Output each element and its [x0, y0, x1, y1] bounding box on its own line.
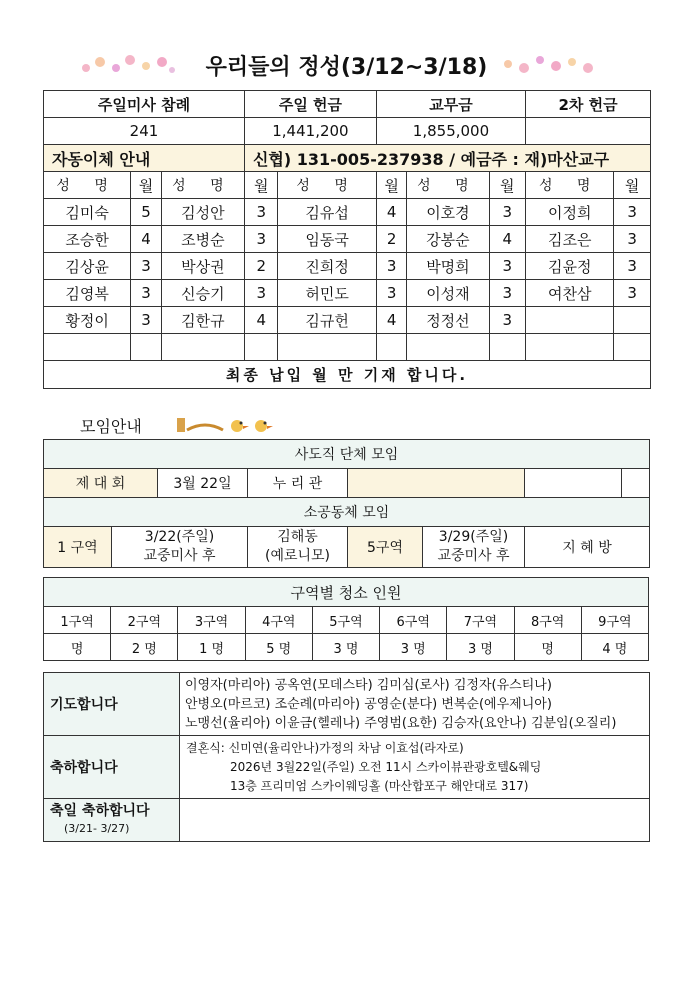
- apostolate-place: 누 리 관: [248, 469, 348, 498]
- payer-row: [44, 253, 651, 280]
- payer-name: 이성재: [407, 280, 489, 307]
- prayer-line: 노맹선(율리아) 이윤금(헬레나) 주영범(요한) 김승자(요안나) 김분임(오질리): [185, 715, 617, 731]
- payer-name: [44, 334, 131, 361]
- birds-decoration-icon: [175, 414, 275, 436]
- payer-name: [526, 307, 614, 334]
- payer-name: [278, 334, 376, 361]
- payer-month: 4: [376, 199, 406, 226]
- payer-name: 진희정: [278, 253, 376, 280]
- payer-row: [44, 226, 651, 253]
- summary-header: 2차 헌금: [526, 91, 651, 118]
- payer-month: 4: [489, 226, 526, 253]
- payer-month: 3: [244, 226, 277, 253]
- community-place-line: 김해동: [277, 529, 318, 545]
- payer-month: 3: [614, 226, 651, 253]
- autopay-label: 자동이체 안내: [44, 145, 245, 172]
- payer-name: 정정선: [407, 307, 489, 334]
- payer-row-empty: [44, 334, 651, 361]
- cleaning-count: 4 명: [581, 634, 648, 661]
- payer-name: 김윤정: [526, 253, 614, 280]
- payer-name: 허민도: [278, 280, 376, 307]
- payer-name: 여찬삼: [526, 280, 614, 307]
- community-place: 지 혜 방: [525, 527, 650, 568]
- community-time: 교중미사 후: [437, 548, 510, 564]
- summary-header: 교무금: [376, 91, 525, 118]
- page-title: 우리들의 정성(3/12~3/18): [205, 55, 488, 80]
- payer-row: [44, 307, 651, 334]
- payer-month: [376, 334, 406, 361]
- congrats-text: [180, 736, 650, 799]
- summary-header: 주일미사 참례: [44, 91, 245, 118]
- cleaning-district: 1구역: [44, 607, 111, 634]
- payer-name: 김영복: [44, 280, 131, 307]
- cleaning-district: 6구역: [380, 607, 447, 634]
- community-when: [423, 527, 525, 568]
- payer-month: 2: [244, 253, 277, 280]
- cleaning-count: 1 명: [178, 634, 245, 661]
- payer-row: [44, 199, 651, 226]
- notice-text: 최종 납입 월 만 기재 합니다.: [44, 361, 651, 389]
- cleaning-district-row: [44, 607, 649, 634]
- payer-month: [614, 334, 651, 361]
- payer-month: [489, 334, 526, 361]
- community-district: 1 구역: [44, 527, 112, 568]
- payer-name: [161, 334, 244, 361]
- col-month-header: 월: [376, 172, 406, 199]
- payer-month: 2: [376, 226, 406, 253]
- payer-month: 3: [376, 253, 406, 280]
- payer-name: 김미숙: [44, 199, 131, 226]
- payer-name: 박상권: [161, 253, 244, 280]
- payer-month: 3: [131, 307, 161, 334]
- feast-range: (3/21- 3/27): [64, 822, 130, 835]
- meetings-label-text: 모임안내: [80, 417, 142, 436]
- col-month-header: 월: [614, 172, 651, 199]
- payer-name: 김한규: [161, 307, 244, 334]
- community-place: [248, 527, 348, 568]
- cleaning-count: 명: [44, 634, 111, 661]
- payer-name: 김유섭: [278, 199, 376, 226]
- offering-table: [43, 90, 651, 389]
- payer-row: [44, 280, 651, 307]
- col-month-header: 월: [244, 172, 277, 199]
- cleaning-district: 7구역: [447, 607, 514, 634]
- community-title: 소공동체 모임: [44, 498, 650, 527]
- feast-row: [44, 799, 650, 842]
- title-row: [0, 44, 693, 84]
- prayer-line: 안병오(마르코) 조순례(마리아) 공영순(분다) 변복순(에우제니아): [185, 696, 552, 712]
- col-month-header: 월: [489, 172, 526, 199]
- cleaning-district: 4구역: [245, 607, 312, 634]
- payer-name: 임동국: [278, 226, 376, 253]
- apostolate-empty: [525, 469, 622, 498]
- cleaning-count: 2 명: [111, 634, 178, 661]
- cleaning-count: 3 명: [312, 634, 379, 661]
- cleaning-count: 5 명: [245, 634, 312, 661]
- sunday-offering-value: 1,441,200: [244, 118, 376, 145]
- payer-name: [526, 334, 614, 361]
- payer-month: [131, 334, 161, 361]
- prayer-names: [180, 673, 650, 736]
- cleaning-table: [43, 577, 649, 661]
- payer-month: 5: [131, 199, 161, 226]
- cleaning-district: 2구역: [111, 607, 178, 634]
- col-name-header: 성 명: [526, 172, 614, 199]
- payer-month: [614, 307, 651, 334]
- payer-name: 조승한: [44, 226, 131, 253]
- apostolate-title: 사도직 단체 모임: [44, 440, 650, 469]
- col-name-header: 성 명: [407, 172, 489, 199]
- cleaning-district: 3구역: [178, 607, 245, 634]
- payer-name: [407, 334, 489, 361]
- col-name-header: 성 명: [161, 172, 244, 199]
- payer-month: 3: [131, 280, 161, 307]
- summary-header-row: [44, 91, 651, 118]
- parish-dues-value: 1,855,000: [376, 118, 525, 145]
- payer-month: 3: [244, 280, 277, 307]
- meetings-table: [43, 439, 650, 568]
- community-when: [112, 527, 248, 568]
- payer-month: 3: [131, 253, 161, 280]
- payer-name: 강봉순: [407, 226, 489, 253]
- cleaning-title: 구역별 청소 인원: [44, 578, 649, 607]
- payer-month: 3: [489, 280, 526, 307]
- attendance-value: 241: [44, 118, 245, 145]
- community-row: [44, 527, 650, 568]
- cleaning-count: 3 명: [447, 634, 514, 661]
- prayer-line: 이영자(마리아) 공옥연(모데스타) 김미심(로사) 김정자(유스티나): [185, 677, 552, 693]
- payer-month: 3: [489, 199, 526, 226]
- congrats-line: 13층 프리미엄 스카이웨딩홀 (마산합포구 해안대로 317): [230, 778, 529, 793]
- flower-decoration-right-icon: [500, 50, 600, 80]
- payer-name: 김성안: [161, 199, 244, 226]
- second-collection-value: [526, 118, 651, 145]
- payer-name: 김규헌: [278, 307, 376, 334]
- feast-label-cell: [44, 799, 180, 842]
- payer-name: 김상윤: [44, 253, 131, 280]
- payer-month: 3: [614, 280, 651, 307]
- payer-name: 조병순: [161, 226, 244, 253]
- apostolate-empty: [622, 469, 650, 498]
- summary-header: 주일 헌금: [244, 91, 376, 118]
- congrats-label: 축하합니다: [44, 736, 180, 799]
- col-name-header: 성 명: [44, 172, 131, 199]
- payer-month: 4: [376, 307, 406, 334]
- payer-month: 3: [489, 253, 526, 280]
- cleaning-count-row: [44, 634, 649, 661]
- summary-value-row: [44, 118, 651, 145]
- autopay-account: 신협) 131-005-237938 / 예금주 : 재)마산교구: [244, 145, 650, 172]
- meetings-label: [80, 414, 275, 437]
- community-time: 교중미사 후: [143, 548, 216, 564]
- feast-label: 축일 축하합니다: [50, 803, 150, 819]
- payer-name: 김조은: [526, 226, 614, 253]
- congrats-line: 2026년 3월22일(주일) 오전 11시 스카이뷰관광호텔&웨딩: [230, 759, 542, 774]
- payer-month: 4: [244, 307, 277, 334]
- prayer-label: 기도합니다: [44, 673, 180, 736]
- community-place-line: (예로니모): [264, 548, 331, 564]
- payer-name: 신승기: [161, 280, 244, 307]
- col-name-header: 성 명: [278, 172, 376, 199]
- cleaning-district: 9구역: [581, 607, 648, 634]
- prayer-row: [44, 673, 650, 736]
- notice-row: [44, 361, 651, 389]
- payer-name: 박명희: [407, 253, 489, 280]
- apostolate-empty: [348, 469, 525, 498]
- congrats-line: 결혼식: 신미연(율리안나)가정의 차남 이효섭(라자로): [186, 740, 464, 755]
- apostolate-group: 제 대 회: [44, 469, 158, 498]
- community-date: 3/29(주일): [438, 529, 509, 545]
- cleaning-district: 8구역: [514, 607, 581, 634]
- payer-name: 이정희: [526, 199, 614, 226]
- payer-month: 3: [614, 253, 651, 280]
- apostolate-date: 3월 22일: [158, 469, 248, 498]
- community-district: 5구역: [348, 527, 423, 568]
- payer-header-row: [44, 172, 651, 199]
- apostolate-row: [44, 469, 650, 498]
- cleaning-title-row: [44, 578, 649, 607]
- payer-month: 3: [376, 280, 406, 307]
- community-title-row: [44, 498, 650, 527]
- autopay-row: [44, 145, 651, 172]
- cleaning-district: 5구역: [312, 607, 379, 634]
- col-month-header: 월: [131, 172, 161, 199]
- payer-month: 3: [244, 199, 277, 226]
- payer-name: 이호경: [407, 199, 489, 226]
- apostolate-title-row: [44, 440, 650, 469]
- feast-names: [180, 799, 650, 842]
- payer-month: [244, 334, 277, 361]
- cleaning-count: 3 명: [380, 634, 447, 661]
- payer-month: 3: [489, 307, 526, 334]
- payer-month: 4: [131, 226, 161, 253]
- payer-name: 황정이: [44, 307, 131, 334]
- cleaning-count: 명: [514, 634, 581, 661]
- community-date: 3/22(주일): [144, 529, 215, 545]
- payer-month: 3: [614, 199, 651, 226]
- announcements-table: [43, 672, 650, 842]
- congrats-row: [44, 736, 650, 799]
